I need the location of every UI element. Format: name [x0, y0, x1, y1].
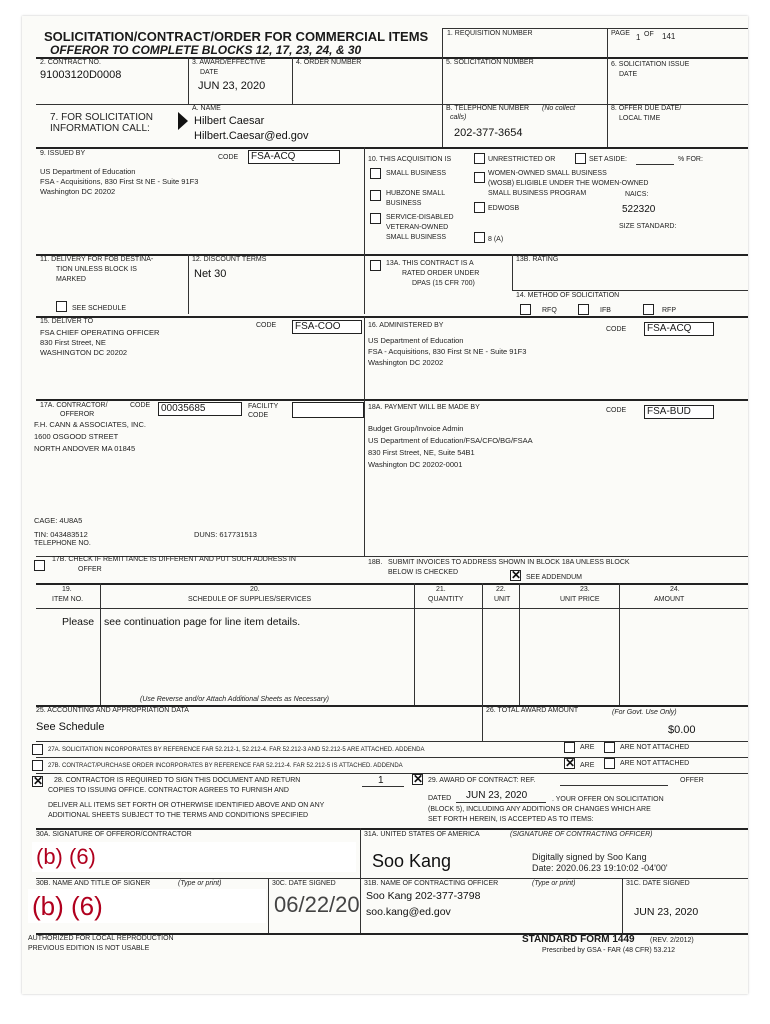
block29-rest2: (BLOCK 5), INCLUDING ANY ADDITIONS OR CHANGES WHICH ARE: [428, 806, 651, 813]
block16-line3: Washington DC 20202: [368, 358, 444, 367]
hubzone-line1: HUBZONE SMALL: [386, 190, 446, 197]
block9-line3: Washington DC 20202: [40, 187, 116, 196]
block18a-line2: US Department of Education/FSA/CFO/BG/FSAA: [368, 436, 533, 445]
schedule-note: (Use Reverse and/or Attach Additional Sheets as Necessary): [140, 696, 329, 703]
see-addendum-label: SEE ADDENDUM: [526, 574, 583, 581]
block15-code-label: CODE: [256, 322, 277, 329]
block18a-line3: 830 First Street, NE, Suite 54B1: [368, 448, 475, 457]
eight-a-label: 8 (A): [488, 236, 504, 243]
page-total: 141: [662, 32, 676, 41]
sdvosb-line2: VETERAN-OWNED: [386, 224, 449, 231]
naics-code: 522320: [622, 204, 656, 215]
col22-num: 22.: [496, 586, 506, 593]
rated-order-checkbox[interactable]: [370, 260, 381, 271]
block30b-label: 30B. NAME AND TITLE OF SIGNER: [36, 880, 151, 887]
block29-label: 29. AWARD OF CONTRACT: REF.: [428, 777, 536, 784]
block7-phone-label: B. TELEPHONE NUMBER: [446, 105, 530, 112]
block15-label: 15. DELIVER TO: [40, 318, 94, 325]
block16-label: 16. ADMINISTERED BY: [368, 322, 444, 329]
rfq-label: RFQ: [542, 307, 557, 314]
see-addendum-checkbox[interactable]: [510, 570, 521, 581]
total-award-amount: $0.00: [668, 724, 696, 736]
block28-line1: 28. CONTRACTOR IS REQUIRED TO SIGN THIS DOCUMENT AND RETURN: [54, 777, 301, 784]
block9-label: 9. ISSUED BY: [40, 150, 86, 157]
block29-rest3: SET FORTH HEREIN, IS ACCEPTED AS TO ITEMS:: [428, 816, 594, 823]
col21-label: QUANTITY: [428, 596, 464, 603]
block27b-are-checkbox[interactable]: [564, 758, 575, 769]
unrestricted-checkbox[interactable]: [474, 153, 485, 164]
block16-code: FSA-ACQ: [644, 322, 714, 336]
facility-label2: CODE: [248, 412, 269, 419]
col23-num: 23.: [580, 586, 590, 593]
col24-label: AMOUNT: [654, 596, 685, 603]
block13a-line3: DPAS (15 CFR 700): [412, 280, 475, 287]
see-schedule-label: SEE SCHEDULE: [72, 305, 127, 312]
block15-line2: 830 First Street, NE: [40, 338, 106, 347]
block29-date: JUN 23, 2020: [466, 790, 528, 801]
block27b-text: 27B. CONTRACT/PURCHASE ORDER INCORPORATES BY REFERENCE FAR 52.212-4. FAR 52.212-5 IS ATTACHED. ADDENDA: [48, 763, 403, 769]
block12-label: 12. DISCOUNT TERMS: [192, 256, 267, 263]
contractor-street: 1600 OSGOOD STREET: [34, 432, 119, 441]
signer-date: 06/22/20: [274, 892, 360, 917]
block9-line2: FSA - Acquisitions, 830 First St NE - Suite 91F3: [40, 177, 199, 186]
see-schedule-checkbox[interactable]: [56, 301, 67, 312]
ifb-checkbox[interactable]: [578, 304, 589, 315]
page-number: 1: [636, 33, 641, 42]
block27b-are: ARE: [580, 762, 595, 769]
hubzone-line2: BUSINESS: [386, 200, 422, 207]
block13a-line1: 13A. THIS CONTRACT IS A: [386, 260, 474, 267]
block15-code: FSA-COO: [292, 320, 362, 334]
discount-terms: Net 30: [194, 268, 227, 280]
block27a-text: 27A. SOLICITATION INCORPORATES BY REFERENCE FAR 52.212-1, 52.212-4. FAR 52.212-3 AND 52.212-5 ARE ATTACHED. ADDENDA: [48, 747, 425, 753]
block17b-label: 17B. CHECK IF REMITTANCE IS DIFFERENT AND PUT SUCH ADDRESS IN: [52, 556, 296, 563]
block27a-are: ARE: [580, 744, 595, 751]
contracting-officer-date: JUN 23, 2020: [634, 906, 699, 918]
unrestricted-label: UNRESTRICTED OR: [488, 156, 556, 163]
block6-label2: DATE: [619, 71, 638, 78]
tin: TIN: 043483512: [34, 530, 88, 539]
telephone-label: TELEPHONE NO.: [34, 540, 91, 547]
block17a-code: 00035685: [158, 402, 242, 416]
block29-checkbox[interactable]: [412, 774, 423, 785]
form-title: SOLICITATION/CONTRACT/ORDER FOR COMMERCIAL ITEMS: [44, 29, 429, 44]
block15-line1: FSA CHIEF OPERATING OFFICER: [40, 328, 160, 337]
col19-num: 19.: [62, 586, 72, 593]
signer-name-redaction: (b) (6): [28, 889, 266, 923]
block31c-label: 31C. DATE SIGNED: [626, 880, 690, 887]
contracting-officer-email[interactable]: soo.kang@ed.gov: [366, 906, 451, 918]
remittance-checkbox[interactable]: [34, 560, 45, 571]
contract-number: 91003120D0008: [40, 69, 122, 81]
rfq-checkbox[interactable]: [520, 304, 531, 315]
block17a-label: 17A. CONTRACTOR/: [40, 402, 108, 409]
award-date: JUN 23, 2020: [198, 80, 266, 92]
footer-previous: PREVIOUS EDITION IS NOT USABLE: [28, 945, 150, 952]
signature-redaction: (b) (6): [32, 842, 356, 872]
block31b-label: 31B. NAME OF CONTRACTING OFFICER: [364, 880, 499, 887]
block7-no-collect: (No collect: [542, 105, 576, 112]
block18a-code-label: CODE: [606, 407, 627, 414]
block18a-code: FSA-BUD: [644, 405, 714, 419]
naics-label: NAICS:: [625, 191, 649, 198]
size-standard-label: SIZE STANDARD:: [619, 223, 677, 230]
set-aside-checkbox[interactable]: [575, 153, 586, 164]
block13b-label: 13B. RATING: [516, 256, 559, 263]
block16-code-label: CODE: [606, 326, 627, 333]
form-subtitle: OFFEROR TO COMPLETE BLOCKS 12, 17, 23, 24, & 30: [50, 43, 362, 57]
col19-label: ITEM NO.: [52, 596, 84, 603]
block30b-type: (Type or print): [178, 880, 222, 887]
block7-label: 7. FOR SOLICITATION: [50, 112, 153, 123]
wosb-checkbox[interactable]: [474, 172, 485, 183]
form-sheet: [22, 16, 748, 994]
duns: DUNS: 617731513: [194, 530, 257, 539]
page-label: PAGE: [611, 30, 630, 37]
block7-label2: INFORMATION CALL:: [50, 123, 150, 134]
col23-label: UNIT PRICE: [560, 596, 600, 603]
col20-label: SCHEDULE OF SUPPLIES/SERVICES: [188, 596, 312, 603]
block27b-not: ARE NOT ATTACHED: [620, 760, 690, 767]
block31a-sig-label: (SIGNATURE OF CONTRACTING OFFICER): [510, 831, 653, 838]
block18a-label: 18A. PAYMENT WILL BE MADE BY: [368, 404, 480, 411]
footer-authorized: AUTHORIZED FOR LOCAL REPRODUCTION: [28, 935, 174, 942]
block30c-label: 30C. DATE SIGNED: [272, 880, 336, 887]
col20-num: 20.: [250, 586, 260, 593]
small-business-checkbox[interactable]: [370, 168, 381, 179]
block28-line4: ADDITIONAL SHEETS SUBJECT TO THE TERMS AND CONDITIONS SPECIFIED: [48, 812, 309, 819]
block25-label: 25. ACCOUNTING AND APPROPRIATION DATA: [36, 707, 189, 714]
contracting-officer-signature: Soo Kang: [372, 851, 452, 871]
small-business-label: SMALL BUSINESS: [386, 170, 447, 177]
block27b-checkbox[interactable]: [32, 760, 43, 771]
block18b-label: 18B.: [368, 559, 383, 566]
page-of: OF: [644, 31, 654, 38]
contractor-name: F.H. CANN & ASSOCIATES, INC.: [34, 420, 146, 429]
wosb-line2: (WOSB) ELIGIBLE UNDER THE WOMEN-OWNED: [488, 180, 649, 187]
facility-code-box[interactable]: [292, 402, 364, 418]
block28-checkbox[interactable]: [32, 776, 43, 787]
block30a-label: 30A. SIGNATURE OF OFFEROR/CONTRACTOR: [36, 831, 192, 838]
block28-line2: COPIES TO ISSUING OFFICE. CONTRACTOR AGREES TO FURNISH AND: [48, 787, 289, 794]
block18a-line4: Washington DC 20202-0001: [368, 460, 463, 469]
block17a-code-label: CODE: [130, 402, 151, 409]
block4-label: 4. ORDER NUMBER: [296, 59, 362, 66]
block18a-line1: Budget Group/Invoice Admin: [368, 424, 464, 433]
block27a-not: ARE NOT ATTACHED: [620, 744, 690, 751]
block11-line3: MARKED: [56, 276, 86, 283]
block8-label: 8. OFFER DUE DATE/: [611, 105, 682, 112]
footer-prescribed: Prescribed by GSA - FAR (48 CFR) 53.212: [542, 947, 676, 954]
facility-label: FACILITY: [248, 403, 279, 410]
wosb-line1: WOMEN-OWNED SMALL BUSINESS: [488, 170, 607, 177]
block10-label: 10. THIS ACQUISITION IS: [368, 156, 452, 163]
block13a-line2: RATED ORDER UNDER: [402, 270, 480, 277]
block29-dated: DATED: [428, 795, 452, 802]
col22-label: UNIT: [494, 596, 511, 603]
block26-note: (For Govt. Use Only): [612, 709, 677, 716]
block27b-not-checkbox[interactable]: [604, 758, 615, 769]
block16-line2: FSA - Acquisitions, 830 First St NE - Suite 91F3: [368, 347, 527, 356]
pct-for-label: % FOR:: [678, 156, 703, 163]
block5-label: 5. SOLICITATION NUMBER: [446, 59, 534, 66]
contact-phone: 202-377-3654: [454, 127, 523, 139]
block15-line3: WASHINGTON DC 20202: [40, 348, 128, 357]
block11-line2: TION UNLESS BLOCK IS: [56, 266, 137, 273]
block11-line1: 11. DELIVERY FOR FOB DESTINA-: [40, 256, 154, 263]
line-item-please: Please: [62, 616, 95, 628]
rfp-label: RFP: [662, 307, 676, 314]
sdvosb-line3: SMALL BUSINESS: [386, 234, 447, 241]
eight-a-checkbox[interactable]: [474, 232, 485, 243]
block3-label2: DATE: [200, 69, 219, 76]
block29-offer: OFFER: [680, 777, 704, 784]
footer-form-name: STANDARD FORM 1449: [522, 934, 635, 945]
col21-num: 21.: [436, 586, 446, 593]
block31a-label: 31A. UNITED STATES OF AMERICA: [364, 831, 480, 838]
col24-num: 24.: [670, 586, 680, 593]
block31b-type: (Type or print): [532, 880, 576, 887]
hubzone-checkbox[interactable]: [370, 190, 381, 201]
block18b-text2: BELOW IS CHECKED: [388, 569, 459, 576]
block16-line1: US Department of Education: [368, 336, 464, 345]
block9-code: FSA-ACQ: [248, 150, 340, 164]
block17b-label2: OFFER: [78, 566, 102, 573]
digital-sig-line2: Date: 2020.06.23 19:10:02 -04'00': [532, 863, 668, 873]
line-item-details: see continuation page for line item details.: [104, 616, 301, 628]
block9-code-label: CODE: [218, 154, 239, 161]
block7-phone-label2: calls): [450, 114, 467, 121]
block6-label: 6. SOLICITATION ISSUE: [611, 61, 690, 68]
block17a-label2: OFFEROR: [60, 411, 95, 418]
block27a-are-checkbox[interactable]: [564, 742, 575, 753]
sdvosb-line1: SERVICE-DISABLED: [386, 214, 454, 221]
set-aside-label: SET ASIDE:: [589, 156, 627, 163]
arrow-right-icon: [178, 112, 188, 130]
block28-line3: DELIVER ALL ITEMS SET FORTH OR OTHERWISE IDENTIFIED ABOVE AND ON ANY: [48, 802, 325, 809]
wosb-line3: SMALL BUSINESS PROGRAM: [488, 190, 587, 197]
cage-code: CAGE: 4U8A5: [34, 516, 83, 525]
contact-name: Hilbert Caesar: [194, 115, 265, 127]
digital-sig-line1: Digitally signed by Soo Kang: [532, 852, 647, 862]
accounting-data: See Schedule: [36, 721, 105, 733]
rfp-checkbox[interactable]: [643, 304, 654, 315]
edwosb-label: EDWOSB: [488, 205, 520, 212]
contractor-city: NORTH ANDOVER MA 01845: [34, 444, 136, 453]
block27a-checkbox[interactable]: [32, 744, 43, 755]
block9-line1: US Department of Education: [40, 167, 136, 176]
block14-label: 14. METHOD OF SOLICITATION: [516, 292, 620, 299]
block3-label: 3. AWARD/EFFECTIVE: [192, 59, 266, 66]
block29-rest: . YOUR OFFER ON SOLICITATION: [552, 796, 664, 803]
footer-revision: (REV. 2/2012): [650, 937, 694, 944]
block26-label: 26. TOTAL AWARD AMOUNT: [486, 707, 579, 714]
block8-label2: LOCAL TIME: [619, 115, 661, 122]
block28-copies: 1: [378, 775, 384, 786]
contact-email[interactable]: Hilbert.Caesar@ed.gov: [194, 130, 309, 142]
block18b-text: SUBMIT INVOICES TO ADDRESS SHOWN IN BLOCK 18A UNLESS BLOCK: [388, 559, 630, 566]
block7-name-label: A. NAME: [192, 105, 221, 112]
contracting-officer-name: Soo Kang 202-377-3798: [366, 890, 481, 902]
block2-label: 2. CONTRACT NO.: [40, 59, 101, 66]
block27a-not-checkbox[interactable]: [604, 742, 615, 753]
sdvosb-checkbox[interactable]: [370, 213, 381, 224]
edwosb-checkbox[interactable]: [474, 202, 485, 213]
block1-label: 1. REQUISITION NUMBER: [447, 30, 533, 37]
ifb-label: IFB: [600, 307, 611, 314]
